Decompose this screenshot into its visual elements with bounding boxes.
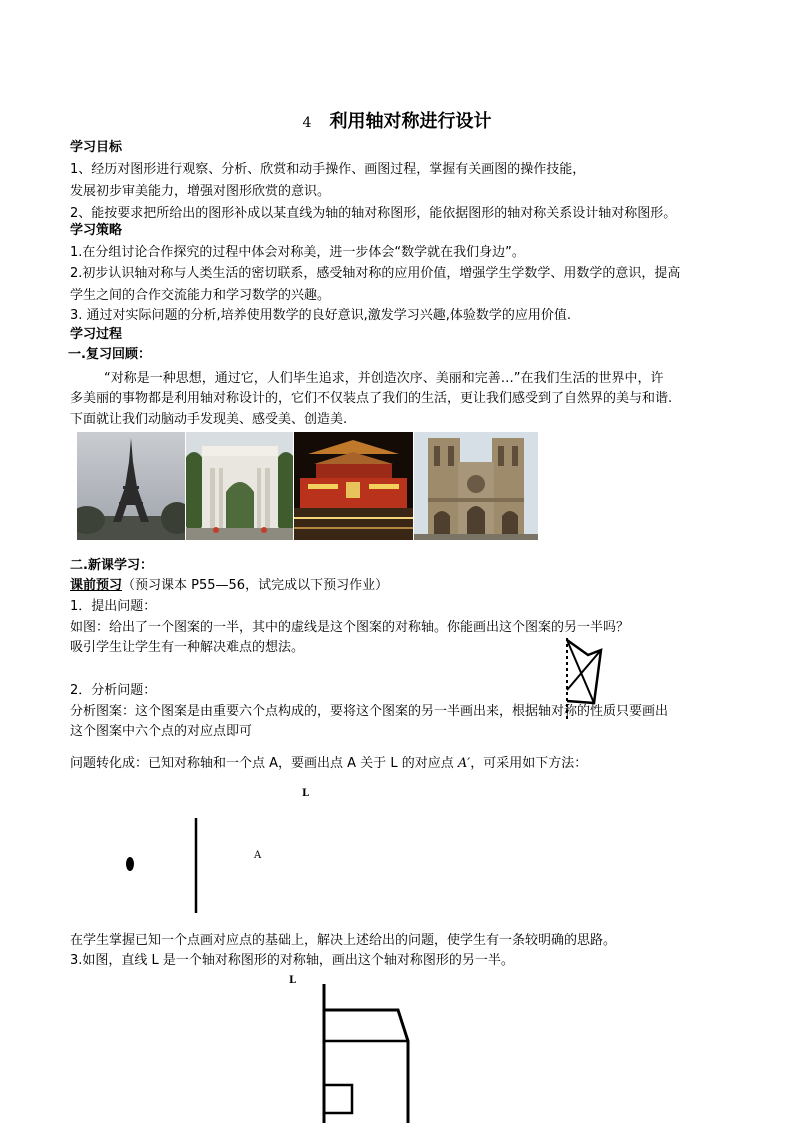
eiffel-tower-photo — [77, 432, 185, 540]
q2-line-2: 这个图案中六个点的对应点即可 — [70, 724, 253, 739]
half-pattern-inner-line — [567, 650, 601, 690]
half-shape-small-box — [324, 1085, 352, 1113]
tiananmen-photo — [294, 432, 413, 540]
strategy-line-1: 1.在分组讨论合作探究的过程中体会对称美，进一步体会“数学就在我们身边”。 — [70, 245, 525, 260]
transform-text: 问题转化成：已知对称轴和一个点 A，要画出点 A 关于 L 的对应点 — [70, 756, 454, 771]
strategy-line-4: 3. 通过对实际问题的分析,培养使用数学的良好意识,激发学习兴趣,体验数学的应用价值. — [70, 308, 572, 323]
half-pattern-diagonal — [567, 640, 594, 703]
transform-tail: ，可采用如下方法： — [470, 756, 588, 771]
transform-prime: A′ — [457, 756, 471, 771]
preview-line — [70, 575, 388, 597]
fig2-label-l: L — [289, 975, 297, 986]
q1-line-1: 如图：给出了一个图案的一半，其中的虚线是这个图案的对称轴。你能画出这个图案的另一半吗？ — [70, 620, 630, 635]
objective-line-2: 发展初步审美能力，增强对图形欣赏的意识。 — [70, 184, 331, 199]
half-shape-outline — [324, 1010, 408, 1123]
strategy-line-3: 学生之间的合作交流能力和学习数学的兴趣。 — [70, 288, 331, 303]
new-lesson-heading: 二.新课学习： — [70, 558, 153, 573]
objective-line-1: 1、经历对图形进行观察、分析、欣赏和动手操作、画图过程，掌握有关画图的操作技能， — [70, 162, 586, 177]
strategy-line-2: 2.初步认识轴对称与人类生活的密切联系，感受轴对称的应用价值，增强学生学数学、用数学的意识，提高 — [70, 266, 681, 281]
q2-line-1: 分析图案：这个图案是由重要六个点构成的，要将这个图案的另一半画出来，根据轴对称的性质只要画出 — [70, 704, 669, 719]
point-reflection-figure — [126, 818, 196, 913]
review-line-1: “对称是一种思想，通过它，人们毕生追求，并创造次序、美丽和完善…”在我们生活的世界中，许 — [104, 371, 664, 386]
q1-line-2: 吸引学生让学生有一种解决难点的想法。 — [70, 640, 305, 655]
summary-line: 在学生掌握已知一个点画对应点的基础上，解决上述给出的问题，使学生有一条较明确的思路。 — [70, 933, 617, 948]
preview-label: 课前预习 — [70, 578, 123, 593]
q2-heading: 2．分析问题： — [70, 683, 157, 698]
page-title — [0, 107, 794, 133]
preview-note: （预习课本 P55—56，试完成以下预习作业） — [122, 578, 389, 593]
half-shape-figure — [324, 984, 408, 1123]
review-line-3: 下面就让我们动脑动手发现美、感受美、创造美. — [70, 412, 348, 427]
fig1-label-a: A — [254, 850, 262, 861]
review-line-2: 多美丽的事物都是利用轴对称设计的，它们不仅装点了我们的生活，更让我们感受到了自然界的美与和谐. — [70, 391, 673, 406]
q1-heading: 1．提出问题： — [70, 599, 157, 614]
tsinghua-gate-photo — [186, 432, 293, 540]
q3-line: 3.如图，直线 L 是一个轴对称图形的对称轴，画出这个轴对称图形的另一半。 — [70, 953, 514, 968]
title-number: 4 — [302, 115, 312, 131]
notre-dame-photo — [414, 432, 538, 540]
title-text: 利用轴对称进行设计 — [329, 111, 492, 132]
review-heading: 一.复习回顾： — [68, 347, 151, 362]
strategy-heading: 学习策略 — [70, 223, 123, 238]
point-a-dot — [126, 857, 134, 871]
half-pattern-outline — [567, 640, 601, 703]
objectives-heading: 学习目标 — [70, 140, 123, 155]
process-heading: 学习过程 — [70, 327, 123, 342]
transform-line — [70, 753, 587, 775]
objective-line-3: 2、能按要求把所给出的图形补成以某直线为轴的轴对称图形，能依据图形的轴对称关系设计轴对称图形。 — [70, 206, 677, 221]
fig1-label-l: L — [302, 788, 310, 799]
